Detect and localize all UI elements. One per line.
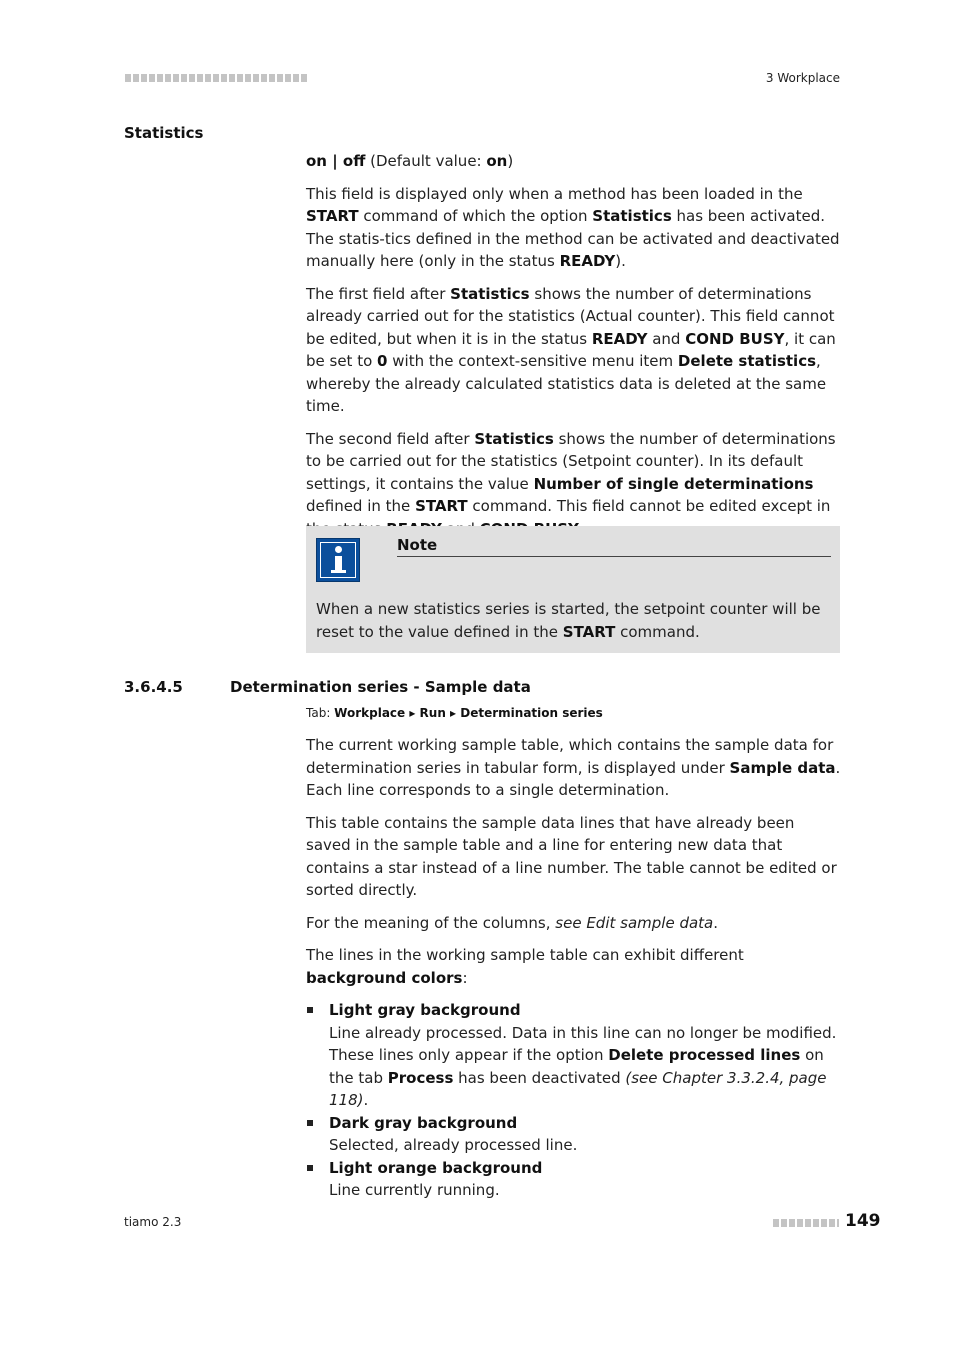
- section-paragraph-3: For the meaning of the columns, see Edit sample data.: [306, 913, 719, 932]
- running-header: 3 Workplace: [765, 71, 840, 85]
- section-body: [306, 734, 842, 1202]
- list-item: Light gray background Line already processed. Data in this line can no longer be modified. These lines only appear if the option Delete processed lines on the tab Process has been deactivated (see Chapter 3.3.2.4, page 118).: [306, 999, 842, 1112]
- header-decoration: [125, 74, 307, 82]
- section-number: 3.6.4.5: [124, 678, 183, 696]
- statistics-paragraph-3: The second field after Statistics shows the number of determinations to be carried out for the statistics (Setpoint counter). In its default settings, it contains the value Number of single determinations defined in the START command. This field cannot be edited except in: [306, 429, 836, 515]
- section-title: Determination series - Sample data: [230, 678, 531, 696]
- statistics-values: on | off (Default value: on): [306, 152, 514, 170]
- note-text: When a new statistics series is started, the setpoint counter will be reset to the value defined in the START command.: [316, 600, 821, 641]
- statistics-paragraph-2: The first field after Statistics shows the number of determinations already carried out for the statistics (Actual counter). This field cannot be edited, but when it is in the status READY and COND BUSY, it can be set to 0 with the context-sensitive menu item Delete statistics, whereby the already calculated statistics data is deleted at the same time.: [306, 284, 836, 415]
- statistics-body: [306, 150, 842, 550]
- tab-path: Tab: Workplace ▸ Run ▸ Determination series: [306, 706, 603, 720]
- info-icon: [316, 538, 360, 582]
- section-paragraph-4: The lines in the working sample table can exhibit different background colors:: [306, 946, 744, 987]
- statistics-paragraph-1: This field is displayed only when a method has been loaded in the START command of which the option Statistics has been activated. The statis-tics defined in the method can be activated and deactivated manually here (only in the status READY).: [306, 184, 840, 270]
- footer-product: tiamo 2.3: [124, 1215, 182, 1229]
- footer-decoration: [773, 1219, 839, 1227]
- section-paragraph-1: The current working sample table, which contains the sample data for determination series in tabular form, is displayed under Sample data. Each line corresponds to a single determination.: [306, 736, 841, 799]
- statistics-heading: Statistics: [124, 124, 204, 142]
- section-paragraph-2: This table contains the sample data lines that have already been saved in the sample table and a line for entering new data that contains a star instead of a line number. The table cannot be edited or sorted directly.: [306, 813, 837, 899]
- note-title: Note: [397, 536, 831, 557]
- chapter-reference-link[interactable]: (see Chapter 3.3.2.4, page 118): [329, 1068, 827, 1109]
- list-item: Dark gray background Selected, already processed line.: [306, 1112, 842, 1157]
- edit-sample-data-link[interactable]: see Edit sample data: [555, 913, 714, 932]
- page-number: 149: [845, 1211, 881, 1231]
- list-item: Light orange background Line currently running.: [306, 1157, 842, 1202]
